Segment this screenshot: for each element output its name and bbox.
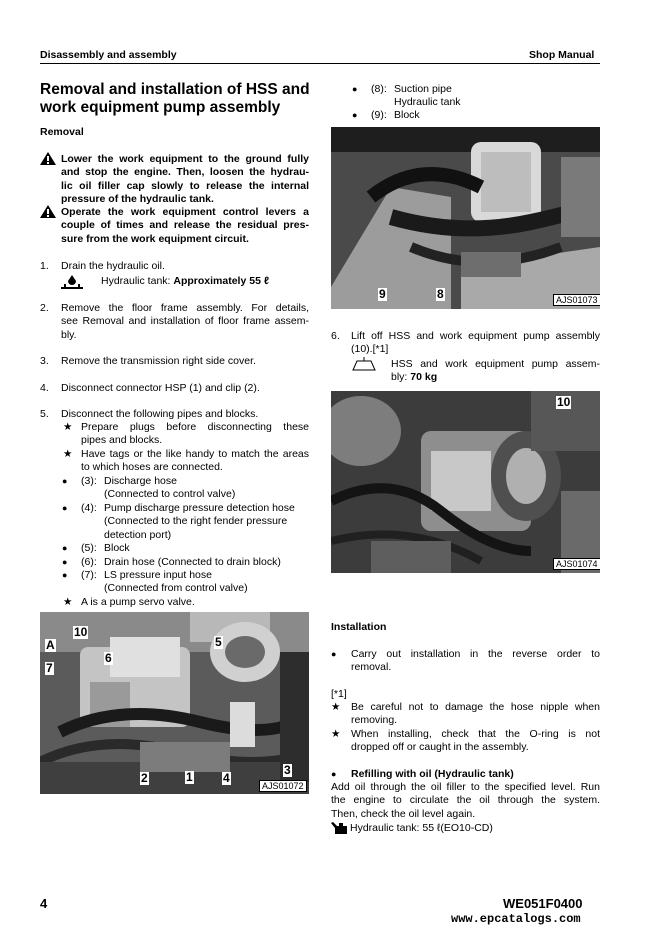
figure-label: 2 — [141, 771, 148, 785]
installation-heading: Installation — [331, 621, 387, 633]
figure-label: 9 — [379, 287, 386, 301]
step-5-note-1 — [81, 421, 309, 448]
step-6-spec-label: bly: — [391, 371, 411, 384]
step-6-text — [351, 330, 600, 357]
bullet-line: Suction pipe — [394, 83, 452, 95]
bullet-num-7: (7): — [81, 569, 97, 581]
warning1-line: Lower the work equipment to the ground fully — [61, 153, 309, 165]
figure-suction-pipe — [331, 127, 600, 309]
warning1-line: lic oil filler cap slowly to release the internal — [61, 179, 309, 192]
removal-heading: Removal — [40, 126, 84, 138]
bullet-mark: ● — [331, 649, 337, 659]
warning2-line: Operate the work equipment control levers a — [61, 206, 309, 218]
bullet-line: Hydraulic tank — [394, 96, 461, 109]
bullet-line: (Connected from control valve) — [104, 582, 248, 595]
bullet-num-6: (6): — [81, 556, 97, 568]
step-6-spec-value: 70 kg — [410, 371, 438, 384]
installation-reference: [*1] — [331, 688, 347, 700]
bullet-mark: ● — [62, 503, 68, 513]
note-line: Prepare plugs before disconnecting these — [81, 421, 309, 433]
figure-code: AJS01073 — [553, 294, 600, 306]
figure-label: A — [46, 638, 55, 652]
watermark-text: www.epcatalogs.com — [451, 912, 581, 926]
figure-label: 10 — [557, 395, 571, 409]
step-2-line: Remove the floor frame assembly. For details, — [61, 302, 309, 314]
installation-note-line: Be careful not to damage the hose nipple when — [351, 701, 600, 713]
bullet-num-5: (5): — [81, 542, 97, 554]
figure-label: 4 — [223, 771, 230, 785]
installation-bullet-line: Carry out installation in the reverse order to — [351, 648, 600, 660]
refill-line: Add oil through the oil filler to the specified level. Run — [331, 781, 600, 793]
bullet-mark: ● — [331, 769, 337, 779]
note-line: Have tags or the like handy to match the areas — [81, 448, 309, 460]
warning1-line: and stop the engine. Then, loosen the hydrau- — [61, 166, 309, 179]
document-code: WE051F0400 — [503, 896, 583, 911]
bullet-item-5: Block — [104, 542, 130, 554]
figure-pump-assembly-drawing — [331, 391, 600, 573]
figure-suction-pipe-drawing — [331, 127, 600, 309]
step-1-text: Drain the hydraulic oil. — [61, 260, 165, 272]
note-line: to which hoses are connected. — [81, 461, 223, 474]
installation-note-line: dropped off or caught in the assembly. — [351, 741, 529, 754]
bullet-item-8 — [394, 83, 461, 110]
bullet-mark: ● — [62, 543, 68, 553]
bullet-line: (Connected to the right fender pressure — [104, 515, 288, 528]
step-2-number: 2. — [40, 302, 49, 314]
step-3-number: 3. — [40, 355, 49, 367]
figure-code: AJS01074 — [553, 558, 600, 570]
title-line-2: work equipment pump assembly — [40, 99, 281, 116]
installation-note-2 — [351, 728, 600, 755]
installation-note-line: When installing, check that the O-ring is not — [351, 728, 600, 740]
installation-note-1 — [351, 701, 600, 728]
step-6-line: (10).[*1] — [351, 343, 389, 356]
star-mark: ★ — [63, 596, 73, 608]
installation-note-line: removing. — [351, 714, 398, 727]
step-1-number: 1. — [40, 260, 49, 272]
figure-label: 6 — [105, 651, 112, 665]
bullet-num-8: (8): — [371, 83, 387, 95]
header-manual-name: Shop Manual — [529, 49, 595, 61]
figure-pump-assembly — [331, 391, 600, 573]
step-5-number: 5. — [40, 408, 49, 420]
page-title — [40, 81, 320, 117]
step-4-text: Disconnect connector HSP (1) and clip (2). — [61, 382, 260, 394]
bullet-line: (Connected to control valve) — [104, 488, 236, 501]
warning-text-1 — [61, 153, 309, 207]
step-1-spec — [101, 275, 269, 288]
bullet-line: LS pressure input hose — [104, 569, 212, 581]
star-mark: ★ — [331, 728, 341, 740]
header-section-title: Disassembly and assembly — [40, 49, 177, 61]
star-mark: ★ — [63, 448, 73, 460]
step-2-line: see Removal and installation of floor frame assem- — [61, 315, 309, 328]
installation-bullet — [351, 648, 600, 675]
lifting-icon — [351, 357, 377, 371]
installation-bullet-line: removal. — [351, 661, 392, 674]
bullet-mark: ● — [62, 557, 68, 567]
star-mark: ★ — [63, 421, 73, 433]
step-6-number: 6. — [331, 330, 340, 342]
step-6-spec-line — [391, 371, 600, 384]
refill-heading: Refilling with oil (Hydraulic tank) — [351, 768, 514, 780]
bullet-mark: ● — [352, 84, 358, 94]
bullet-item-9: Block — [394, 109, 420, 121]
bullet-num-9: (9): — [371, 109, 387, 121]
bullet-line: detection port) — [104, 528, 172, 541]
warning2-line: couple of times and release the residual pres- — [61, 219, 309, 232]
step-2-text — [61, 302, 309, 342]
title-line-1: Removal and installation of HSS and — [40, 81, 310, 98]
figure-code: AJS01072 — [259, 780, 307, 792]
bullet-num-4: (4): — [81, 502, 97, 514]
warning2-line: sure from the work equipment circuit. — [61, 232, 249, 245]
figure-label: 7 — [46, 661, 53, 675]
warning-text-2 — [61, 206, 309, 246]
bullet-num-3: (3): — [81, 475, 97, 487]
step-5-text: Disconnect the following pipes and blocks. — [61, 408, 259, 420]
drain-oil-icon — [61, 274, 85, 290]
header-rule — [40, 63, 600, 64]
step-6-spec — [391, 358, 600, 385]
step-3-text: Remove the transmission right side cover. — [61, 355, 256, 367]
bullet-mark: ● — [62, 570, 68, 580]
page-number: 4 — [40, 896, 48, 911]
bullet-line: Discharge hose — [104, 475, 177, 487]
step-2-line: bly. — [61, 328, 77, 341]
bullet-item-7 — [104, 569, 248, 596]
bullet-mark: ● — [352, 110, 358, 120]
note-line: pipes and blocks. — [81, 434, 163, 447]
star-mark: ★ — [331, 701, 341, 713]
bullet-item-4 — [104, 502, 295, 542]
figure-label: 5 — [215, 635, 222, 649]
step-1-spec-label: Hydraulic tank: — [101, 275, 174, 287]
step-6-spec-line: HSS and work equipment pump assem- — [391, 358, 600, 370]
refill-line: Then, check the oil level again. — [331, 807, 476, 820]
refill-line: the engine to circulate the oil through the system. — [331, 794, 600, 807]
step-5-note-2 — [81, 448, 309, 475]
step-4-number: 4. — [40, 382, 49, 394]
step-5-note-3: A is a pump servo valve. — [81, 596, 195, 608]
bullet-line: Pump discharge pressure detection hose — [104, 502, 295, 514]
warning1-line: pressure of the hydraulic tank. — [61, 193, 214, 206]
figure-label: 10 — [74, 625, 88, 639]
bullet-item-3 — [104, 475, 235, 502]
refill-spec: Hydraulic tank: 55 ℓ(EO10-CD) — [350, 822, 493, 834]
figure-label: 8 — [437, 287, 444, 301]
figure-label: 1 — [186, 770, 193, 784]
step-6-line: Lift off HSS and work equipment pump assembly — [351, 330, 600, 342]
bullet-mark: ● — [62, 476, 68, 486]
step-1-spec-value: Approximately 55 ℓ — [173, 275, 269, 287]
bullet-item-6: Drain hose (Connected to drain block) — [104, 556, 281, 568]
warning-icon — [40, 205, 56, 218]
figure-label: 3 — [284, 763, 291, 777]
figure-pump-connections — [40, 612, 309, 794]
warning-icon — [40, 152, 56, 165]
oil-can-icon — [331, 821, 349, 835]
refill-text — [331, 781, 600, 821]
